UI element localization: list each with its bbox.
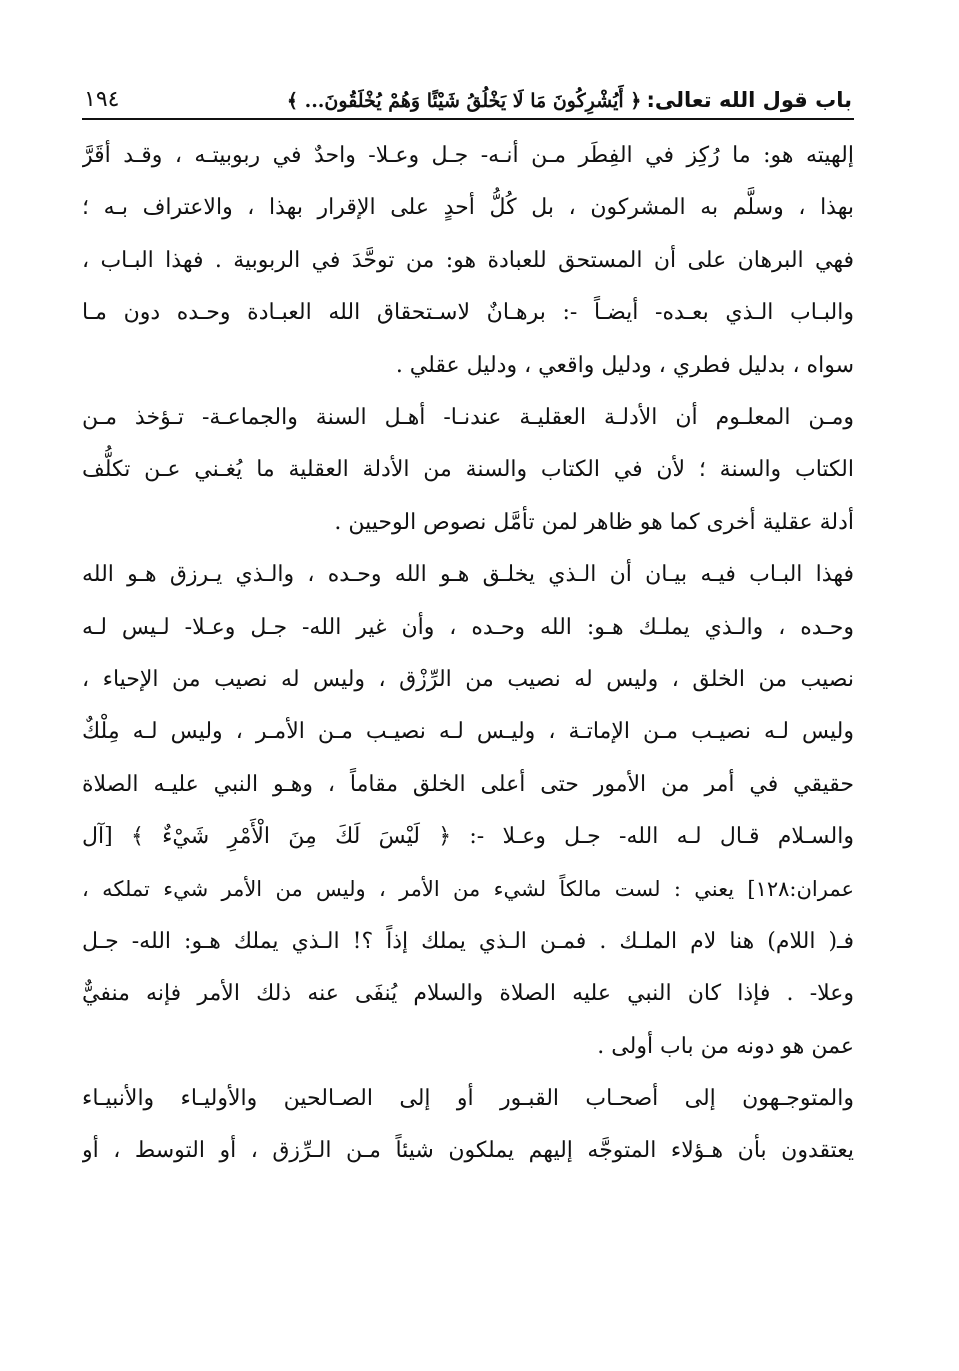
text-line: بهذا ، وسلَّم به المشركون ، بل كُلُّ أحدٍ على الإقرار بهذا ، والاعتراف بـه ؛	[82, 195, 854, 221]
text-line: عمن هو دونه من باب أولى .	[597, 1033, 854, 1059]
chapter-title: باب قول الله تعالى:	[646, 88, 852, 112]
text-line: والسـلام قـال لـه الله- جـل وعـلا -: ﴿ لَيْسَ لَكَ مِنَ الْأَمْرِ شَيْءٌ ﴾ [آل	[82, 824, 854, 850]
text-line: أدلة عقلية أخرى كما هو ظاهر لمن تأمَّل نصوص الوحيين .	[334, 509, 854, 535]
page-number: ١٩٤	[84, 87, 120, 112]
text-line: الكتاب والسنة ؛ لأن في الكتاب والسنة من الأدلة العقلية ما يُغـني عـن تكلُّف	[82, 457, 854, 483]
text-line: عمران:١٢٨] يعني : لست مالكاً لشيء من الأمر ، وليس من الأمر شيء تملكه ،	[82, 877, 854, 902]
text-line: يعتقدون بأن هـؤلاء المتوجَّه إليهم يملكون شيئاً مـن الـرِّزق ، أو التوسط ، أو	[82, 1138, 854, 1164]
text-line: نصيب من الخلق ، وليس له نصيب من الرِّزْق ، وليس له نصيب من الإحياء ،	[82, 666, 854, 692]
running-title	[287, 88, 852, 112]
text-line: حقيقي في أمر من الأمور حتى أعلى الخلق مقاماً ، وهـو النبي عليـه الصلاة	[82, 771, 854, 797]
text-line: والمتوجـهون إلى أصحـاب القبـور أو إلى الصـالحين والأوليـاء والأنبيـاء	[82, 1086, 854, 1112]
running-head	[82, 80, 854, 120]
text-line: فهذا البـاب فيـه بيـان أن الـذي يخلـق هـو الله وحـده ، والـذي يـرزق هـو الله	[82, 562, 854, 588]
body-text	[82, 130, 854, 1178]
text-line: سواه ، بدليل فطري ، ودليل واقعي ، ودليل عقلي .	[395, 352, 854, 378]
chapter-verse: ﴿ أَيُشْرِكُونَ مَا لَا يَخْلُقُ شَيْئًا وَهُمْ يُخْلَقُونَ... ﴾	[286, 90, 642, 112]
page	[82, 80, 854, 1178]
text-line: وليس لـه نصيـب مـن الإماتـة ، وليـس لـه نصيـب مـن الأمـر ، وليس لـه مِلْكٌ	[82, 719, 854, 745]
text-line: ومـن المعلـوم أن الأدلـة العقليـة عندنـا- أهـل السنة والجماعـة- تـؤخذ مـن	[82, 404, 854, 430]
text-line: فهي البرهان على أن المستحق للعبادة هو: من توحَّدَ في الربوبية . فهذا البـاب ،	[82, 247, 854, 273]
text-line: إلهيته هو: ما رُكِز في الفِطَر مـن أنـه- جـل وعـلا- واحدٌ في ربوبيتـه ، وقـد أقَرَّ	[82, 143, 854, 168]
text-line: وحـده ، والـذي يملـك هـو: الله وحـده ، وأن غير الله- جـل وعـلا- لـيس لـه	[82, 614, 854, 640]
text-line: وعلا- . فإذا كان النبي عليه الصلاة والسلام يُنفَى عنه ذلك الأمر فإنه منفيٌّ	[82, 981, 854, 1007]
text-line: والبـاب الـذي بعـده- أيضـاً -: برهـانٌ لاسـتحقاق الله العبـادة وحـده دون مـا	[82, 300, 854, 326]
text-line: فـ( اللام) هنا لام الملـك . فمـن الـذي يملك إذاً ؟! الـذي يملك هـو: الله- جـل	[82, 928, 854, 954]
